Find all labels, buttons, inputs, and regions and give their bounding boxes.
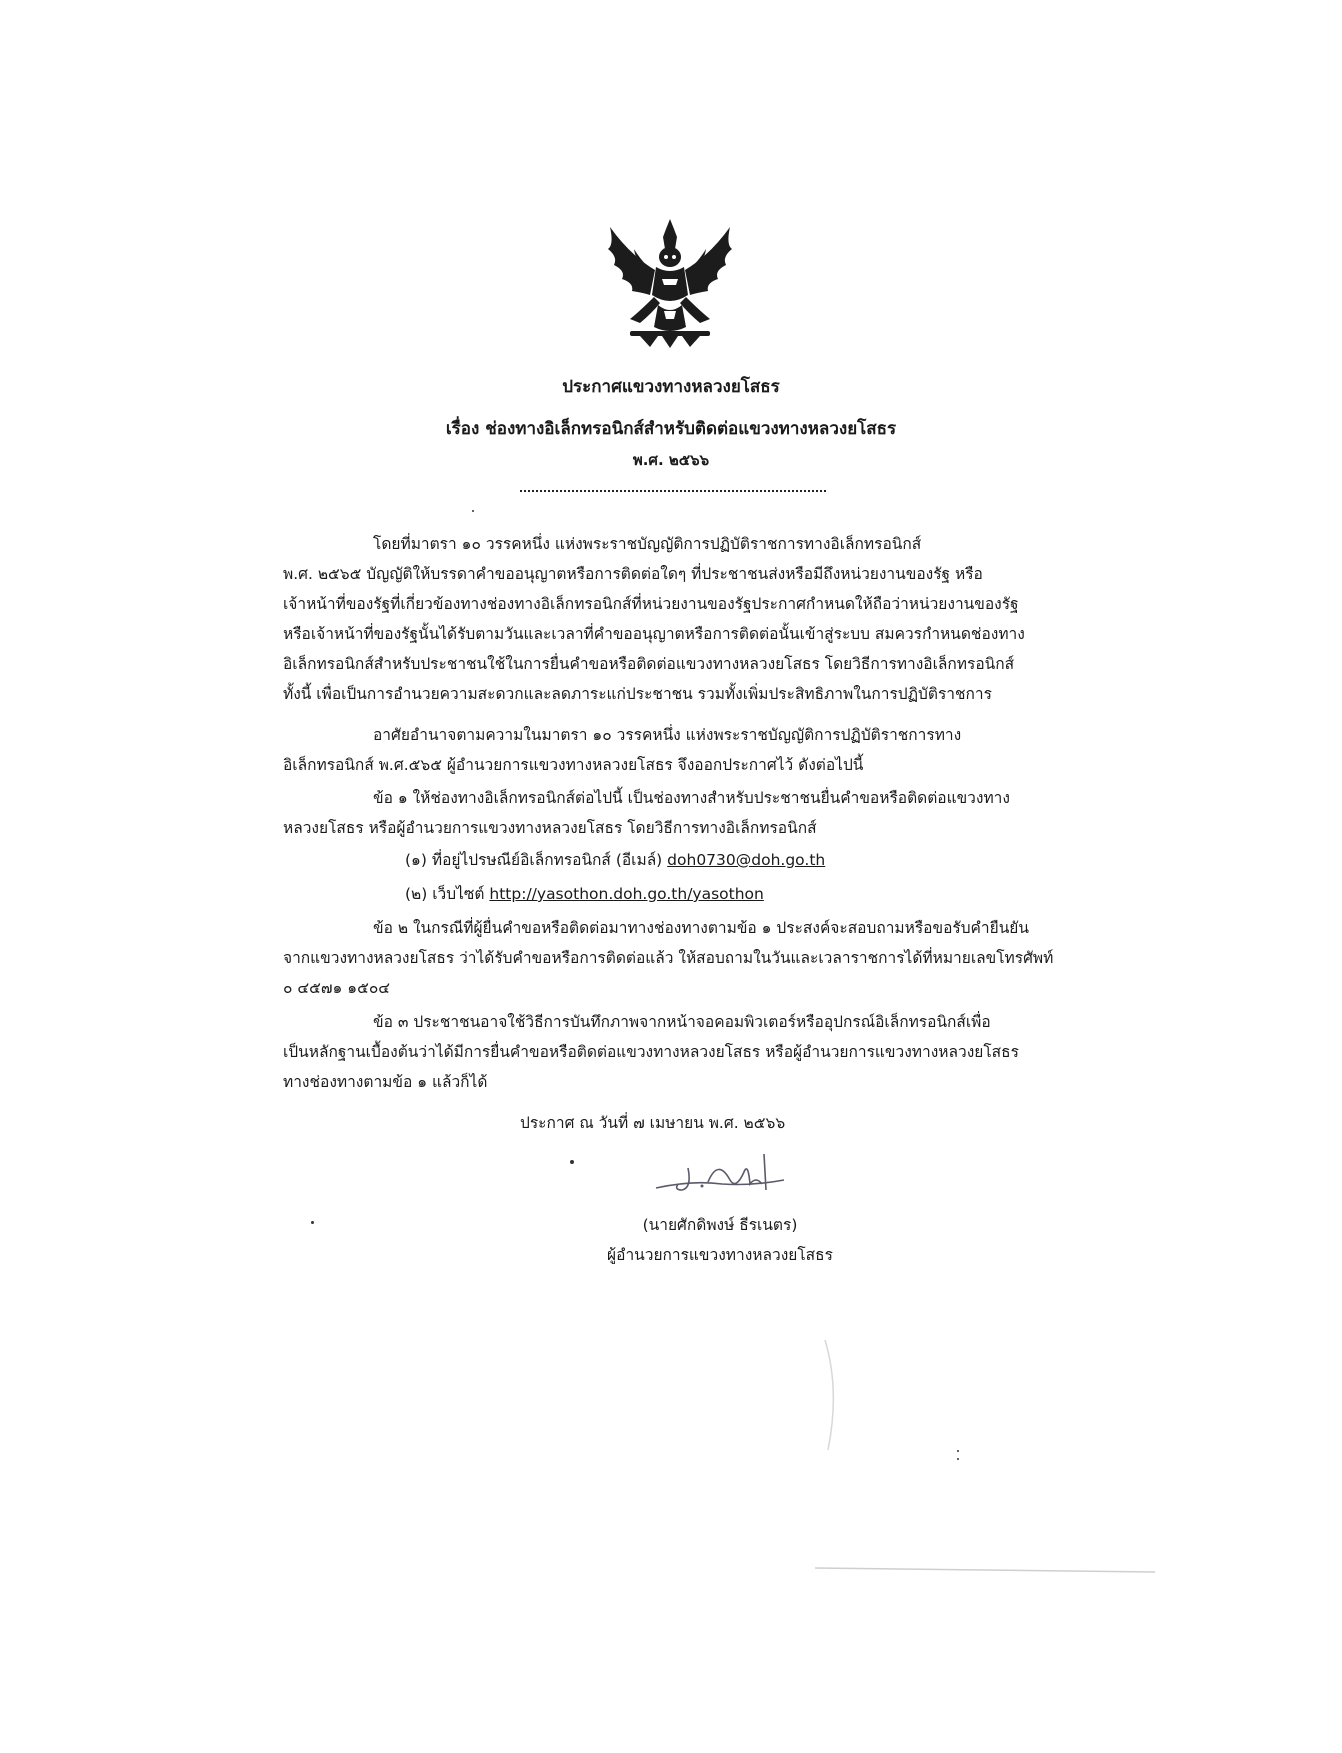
garuda-emblem-icon: [600, 215, 740, 350]
paragraph-line: เจ้าหน้าที่ของรัฐที่เกี่ยวข้องทางช่องทางอิเล็กทรอนิกส์ที่หน่วยงานของรัฐประกาศกำหนดให้ถือว่าหน่วยงานของรัฐ: [283, 595, 1019, 613]
website-label: (๒) เว็บไซต์: [405, 885, 485, 903]
paragraph-line: จากแขวงทางหลวงยโสธร ว่าได้รับคำขอหรือการติดต่อแล้ว ให้สอบถามในวันและเวลาราชการได้ที่หมายเลขโทรศัพท์: [283, 949, 1054, 967]
paragraph-line: พ.ศ. ๒๕๖๕ บัญญัติให้บรรดาคำขออนุญาตหรือการติดต่อใดๆ ที่ประชาชนส่งหรือมีถึงหน่วยงานของรัฐ หรือ: [283, 565, 983, 583]
website-item: [405, 881, 764, 906]
clause-3: [283, 1007, 1081, 1097]
announcement-title: ประกาศแขวงทางหลวงยโสธร: [562, 377, 780, 397]
paragraph-line: ข้อ ๓ ประชาชนอาจใช้วิธีการบันทึกภาพจากหน้าจอคอมพิวเตอร์หรืออุปกรณ์อิเล็กทรอนิกส์เพื่อ: [373, 1013, 991, 1031]
email-item: [405, 847, 825, 872]
paragraph-line: ทั้งนี้ เพื่อเป็นการอำนวยความสะดวกและลดภาระแก่ประชาชน รวมทั้งเพิ่มประสิทธิภาพในการปฏิบัติราชการ: [283, 685, 992, 703]
speck: [957, 1450, 959, 1452]
paragraph-line: ข้อ ๑ ให้ช่องทางอิเล็กทรอนิกส์ต่อไปนี้ เป็นช่องทางสำหรับประชาชนยื่นคำขอหรือติดต่อแขวงทาง: [373, 789, 1010, 807]
paragraph-line: โดยที่มาตรา ๑๐ วรรคหนึ่ง แห่งพระราชบัญญัติการปฏิบัติราชการทางอิเล็กทรอนิกส์: [373, 535, 922, 553]
handwritten-signature-icon: [652, 1150, 792, 1200]
email-link[interactable]: doh0730@doh.go.th: [667, 851, 826, 869]
paragraph-line: ข้อ ๒ ในกรณีที่ผู้ยื่นคำขอหรือติดต่อมาทางช่องทางตามข้อ ๑ ประสงค์จะสอบถามหรือขอรับคำยืนยัน: [373, 919, 1029, 937]
paragraph-line: อิเล็กทรอนิกส์สำหรับประชาชนใช้ในการยื่นคำขอหรือติดต่อแขวงทางหลวงยโสธร โดยวิธีการทางอิเล็กทรอนิกส์: [283, 655, 1015, 673]
announcement-year: พ.ศ. ๒๕๖๖: [632, 451, 710, 469]
clause-1: [283, 783, 1081, 843]
paragraph-line: หรือเจ้าหน้าที่ของรัฐนั้นได้รับตามวันและเวลาที่คำขออนุญาตหรือการติดต่อนั้นเข้าสู่ระบบ สมควรกำหนดช่องทาง: [283, 625, 1025, 643]
clause-2: [283, 913, 1081, 1003]
paragraph-1: [283, 529, 1081, 709]
paragraph-line: ทางช่องทางตามข้อ ๑ แล้วก็ได้: [283, 1073, 488, 1091]
dotted-divider: [520, 490, 826, 492]
email-label: (๑) ที่อยู่ไปรษณีย์อิเล็กทรอนิกส์ (อีเมล์): [405, 851, 663, 869]
speck: [472, 510, 474, 512]
announcement-subject: เรื่อง ช่องทางอิเล็กทรอนิกส์สำหรับติดต่อแขวงทางหลวงยโสธร: [445, 419, 897, 439]
announcement-date: ประกาศ ณ วันที่ ๗ เมษายน พ.ศ. ๒๕๖๖: [520, 1114, 786, 1132]
phone-number: ๐ ๔๕๗๑ ๑๕๐๔: [283, 979, 391, 997]
paragraph-line: อาศัยอำนาจตามความในมาตรา ๑๐ วรรคหนึ่ง แห่งพระราชบัญญัติการปฏิบัติราชการทาง: [373, 726, 962, 744]
paragraph-2: [283, 720, 1081, 780]
signer-name: (นายศักดิพงษ์ ธีรเนตร): [642, 1216, 798, 1234]
speck: [957, 1458, 959, 1460]
paragraph-line: อิเล็กทรอนิกส์ พ.ศ.๕๖๕ ผู้อำนวยการแขวงทางหลวงยโสธร จึงออกประกาศไว้ ดังต่อไปนี้: [283, 756, 864, 774]
speck: [311, 1221, 314, 1224]
signer-position: ผู้อำนวยการแขวงทางหลวงยโสธร: [607, 1246, 833, 1264]
website-link[interactable]: http://yasothon.doh.go.th/yasothon: [489, 885, 764, 903]
speck: [570, 1160, 574, 1164]
paragraph-line: หลวงยโสธร หรือผู้อำนวยการแขวงทางหลวงยโสธร โดยวิธีการทางอิเล็กทรอนิกส์: [283, 819, 817, 837]
paragraph-line: เป็นหลักฐานเบื้องต้นว่าได้มีการยื่นคำขอหรือติดต่อแขวงทางหลวงยโสธร หรือผู้อำนวยการแขวงทางหลวงยโสธร: [283, 1043, 1019, 1061]
